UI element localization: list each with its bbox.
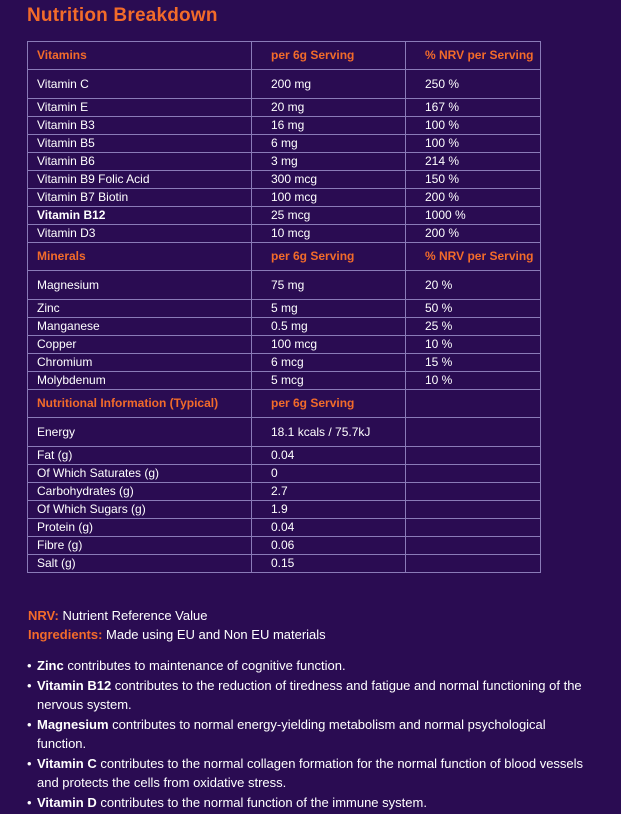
table-row-cell: Energy: [28, 418, 252, 447]
table-row-cell: [406, 447, 541, 465]
table-row-cell: Vitamin B9 Folic Acid: [28, 171, 252, 189]
table-row-cell: Magnesium: [28, 271, 252, 300]
nrv-key: NRV:: [28, 608, 59, 623]
table-row-cell: 100 mcg: [252, 336, 406, 354]
table-row-cell: [406, 537, 541, 555]
table-row: [28, 99, 541, 117]
table-row-cell: 0.06: [252, 537, 406, 555]
table-row-cell: 10 %: [406, 372, 541, 390]
bullet-icon: •: [27, 677, 32, 693]
vitamins-header-row: [28, 42, 541, 70]
table-row-cell: 100 %: [406, 135, 541, 153]
notes: [28, 606, 326, 644]
table-row-cell: 214 %: [406, 153, 541, 171]
table-row-cell: 18.1 kcals / 75.7kJ: [252, 418, 406, 447]
table-row: [28, 70, 541, 99]
table-row-cell: Vitamin B12: [28, 207, 252, 225]
table-row: [28, 336, 541, 354]
table-row-cell: 50 %: [406, 300, 541, 318]
table-row-cell: Salt (g): [28, 555, 252, 573]
bullet-icon: •: [27, 658, 32, 673]
claim-item: [27, 793, 587, 812]
table-row: [28, 135, 541, 153]
table-row-cell: 20 mg: [252, 99, 406, 117]
claim-term: Zinc: [37, 658, 64, 673]
table-row-cell: 100 mcg: [252, 189, 406, 207]
table-row-cell: [406, 519, 541, 537]
table-row: [28, 117, 541, 135]
table-row-cell: Vitamin C: [28, 70, 252, 99]
table-row-cell: 3 mg: [252, 153, 406, 171]
bullet-icon: •: [27, 755, 32, 771]
nrv-note: [28, 606, 326, 625]
table-row-cell: 0.04: [252, 447, 406, 465]
claim-term: Vitamin B12: [37, 677, 112, 693]
minerals-header-row-cell: Minerals: [28, 243, 252, 271]
table-row-cell: Chromium: [28, 354, 252, 372]
table-row: [28, 171, 541, 189]
table-row-cell: Vitamin B7 Biotin: [28, 189, 252, 207]
claim-item: [27, 715, 587, 754]
nutrition-header-row-cell: [406, 390, 541, 418]
table-row-cell: Vitamin E: [28, 99, 252, 117]
table-row: [28, 318, 541, 336]
table-row-cell: Copper: [28, 336, 252, 354]
claim-item: [27, 676, 587, 715]
claim-text: contributes to normal energy-yielding metabolism and normal psychological function.: [37, 716, 546, 752]
vitamins-header-row-cell: Vitamins: [28, 42, 252, 70]
table-row-cell: Molybdenum: [28, 372, 252, 390]
table-row-cell: [406, 555, 541, 573]
table-row-cell: 300 mcg: [252, 171, 406, 189]
table-row-cell: [406, 501, 541, 519]
table-row: [28, 501, 541, 519]
table-row-cell: 2.7: [252, 483, 406, 501]
claim-text: contributes to the normal collagen formation for the normal function of blood vessels and protects the cells from oxidative stress.: [37, 755, 584, 791]
table-row: [28, 207, 541, 225]
table-row: [28, 153, 541, 171]
table-row-cell: Vitamin D3: [28, 225, 252, 243]
minerals-header-row-cell: per 6g Serving: [252, 243, 406, 271]
table-row-cell: 0.04: [252, 519, 406, 537]
claim-term: Vitamin C: [37, 755, 97, 771]
table-row-cell: 0: [252, 465, 406, 483]
table-row-cell: Carbohydrates (g): [28, 483, 252, 501]
table-row-cell: 150 %: [406, 171, 541, 189]
table-row-cell: Vitamin B3: [28, 117, 252, 135]
claim-term: Magnesium: [37, 716, 109, 732]
table-row: [28, 271, 541, 300]
table-row-cell: 15 %: [406, 354, 541, 372]
table-row: [28, 483, 541, 501]
table-row-cell: 167 %: [406, 99, 541, 117]
table-row: [28, 300, 541, 318]
claim-item: [27, 656, 587, 675]
table-row-cell: 10 mcg: [252, 225, 406, 243]
table-row-cell: Of Which Saturates (g): [28, 465, 252, 483]
claim-text: contributes to the reduction of tiredness and fatigue and normal functioning of the nervous system.: [37, 677, 582, 713]
ingredients-text: Made using EU and Non EU materials: [102, 627, 326, 642]
table-row-cell: 0.5 mg: [252, 318, 406, 336]
claim-text: contributes to maintenance of cognitive function.: [63, 658, 346, 673]
vitamins-header-row-cell: % NRV per Serving: [406, 42, 541, 70]
table-row: [28, 372, 541, 390]
table-row-cell: Vitamin B6: [28, 153, 252, 171]
table-row-cell: 25 mcg: [252, 207, 406, 225]
table-row-cell: [406, 465, 541, 483]
bullet-icon: •: [27, 795, 32, 811]
table-row: [28, 418, 541, 447]
table-row-cell: Protein (g): [28, 519, 252, 537]
nutrition-header-row-cell: per 6g Serving: [252, 390, 406, 418]
table-row: [28, 465, 541, 483]
claim-text: contributes to the normal function of the immune system.: [96, 795, 427, 811]
minerals-header-row: [28, 243, 541, 271]
table-row: [28, 225, 541, 243]
table-row-cell: 6 mcg: [252, 354, 406, 372]
table-row-cell: 25 %: [406, 318, 541, 336]
claim-item: [27, 754, 587, 793]
table-row: [28, 354, 541, 372]
table-row-cell: 200 mg: [252, 70, 406, 99]
bullet-icon: •: [27, 716, 32, 732]
table-row-cell: Zinc: [28, 300, 252, 318]
table-row-cell: 100 %: [406, 117, 541, 135]
table-row: [28, 519, 541, 537]
table-row-cell: 1.9: [252, 501, 406, 519]
nrv-text: Nutrient Reference Value: [58, 608, 208, 623]
table-row-cell: 200 %: [406, 225, 541, 243]
table-row-cell: 0.15: [252, 555, 406, 573]
table-row: [28, 537, 541, 555]
table-row-cell: 5 mcg: [252, 372, 406, 390]
minerals-header-row-cell: % NRV per Serving: [406, 243, 541, 271]
table-row-cell: 10 %: [406, 336, 541, 354]
table-row: [28, 447, 541, 465]
table-row-cell: 1000 %: [406, 207, 541, 225]
table-row-cell: 75 mg: [252, 271, 406, 300]
table-row-cell: [406, 418, 541, 447]
table-row-cell: Manganese: [28, 318, 252, 336]
table-row-cell: 20 %: [406, 271, 541, 300]
table-row-cell: 200 %: [406, 189, 541, 207]
ingredients-key: Ingredients:: [28, 627, 103, 642]
claims-list: [27, 656, 587, 813]
table-row-cell: Fibre (g): [28, 537, 252, 555]
table-row: [28, 555, 541, 573]
table-row-cell: 5 mg: [252, 300, 406, 318]
table-row-cell: Fat (g): [28, 447, 252, 465]
nutrition-table: [27, 41, 541, 573]
nutrition-header-row: [28, 390, 541, 418]
table-row-cell: 250 %: [406, 70, 541, 99]
table-row: [28, 189, 541, 207]
table-row-cell: 16 mg: [252, 117, 406, 135]
table-row-cell: [406, 483, 541, 501]
table-row-cell: 6 mg: [252, 135, 406, 153]
page-title: Nutrition Breakdown: [27, 5, 218, 26]
table-row-cell: Vitamin B5: [28, 135, 252, 153]
nutrition-header-row-cell: Nutritional Information (Typical): [28, 390, 252, 418]
ingredients-note: [28, 625, 326, 644]
table-row-cell: Of Which Sugars (g): [28, 501, 252, 519]
vitamins-header-row-cell: per 6g Serving: [252, 42, 406, 70]
claim-term: Vitamin D: [37, 795, 97, 811]
